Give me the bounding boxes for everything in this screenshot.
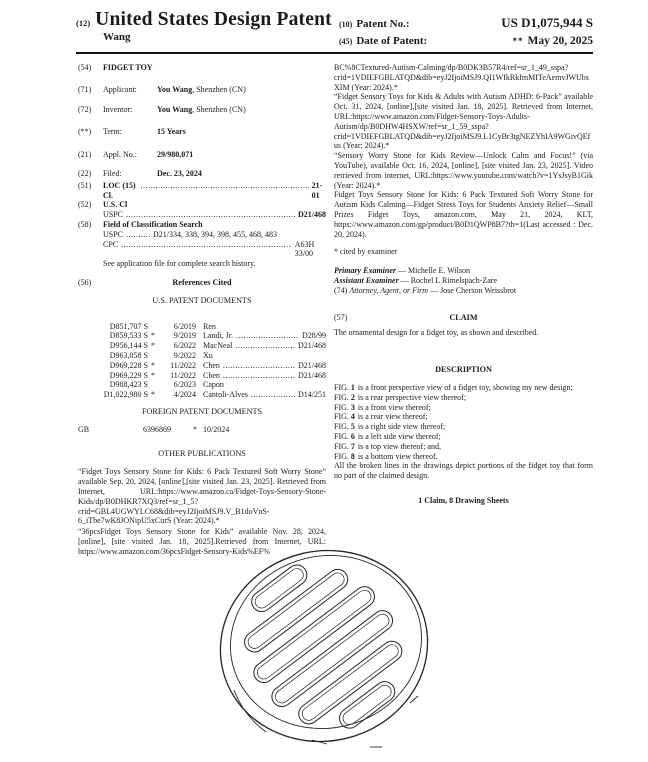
fidget-toy-figure [172,540,484,757]
table-row: D969,228 S * 11/2022 Chen ..... D21/468 [78,361,326,371]
field-term: (**) Term: 15 Years [78,127,186,137]
figure-description: FIG. 2 is a rear perspective view thereof; [334,392,467,402]
figure-description: FIG. 3 is a front view thereof; [334,402,431,412]
date-tag: (45) [339,37,353,46]
inventor-surname: Wang [103,31,131,43]
dot-leader [223,361,295,371]
figure-description: FIG. 7 is a top view thereof; and, [334,441,441,451]
claim-text: The ornamental design for a fidget toy, as shown and described. [334,328,539,338]
kind-code-tag: (12) [76,18,91,28]
table-row: D956,144 S * 6/2022 MacNeal ..... D21/468 [78,341,326,351]
dot-leader [223,371,295,381]
search-cpc-line: CPC ..... A63H 33/00 [78,240,326,260]
references-heading-row: (56) References Cited [78,277,232,287]
dot-leader [126,210,295,220]
search-uspc-line: USPC ..... D21/334, 338, 394, 398, 455, 468, 483 [78,230,326,240]
dot-leader [235,341,295,351]
claim-heading: CLAIM [449,312,478,322]
figure-description: FIG. 5 is a right side view thereof; [334,422,446,432]
broken-lines-note: All the broken lines in the drawings depict portions of the fidget toy that form no part of the claimed design. [334,461,593,481]
table-row: D963,058 S 9/2022 Xu [109,350,213,360]
dot-leader [236,331,299,341]
table-row: D1,022,980 S * 4/2024 Cantoli-Alves ..... D14/251 [78,390,326,400]
publication-item: BC%8CTextured-Autism-Calming/dp/B0DK3B57R4/ref=sr_1_49_sspa?crid=1VDIEFGBLATQD&dib=eyJ2IjoiMSJ9.QI1WIkRkfmMITeAemvJWUbsXIM (Year: 2024).* [334,63,589,92]
description-heading: DESCRIPTION [435,365,492,375]
patent-date-row [339,33,593,50]
field-title: (54) FIDGET TOY [78,63,153,72]
us-docs-heading: U.S. PATENT DOCUMENTS [152,295,252,305]
left-column [78,63,326,556]
field-filed: (22) Filed: Dec. 23, 2024 [78,169,202,179]
other-publications-heading: OTHER PUBLICATIONS [158,448,246,458]
claims-sheets-note: 1 Claim, 8 Drawing Sheets [418,495,509,505]
field-inventor: (72) Inventor: You Wang, Shenzhen (CN) [78,105,246,115]
patent-header [76,9,593,51]
publication-item: Fidget Toys Sensory Stone for Kids: 6 Pack Textured Soft Worry Stone for Autism Kids Calming—Fidget Stress Toys for Students Anxiety Relief—Small Prizes Fidget Toys, amazon.com, May 21, 2024, KLT, https://www.amazon.com/gp/product/B0D1QWP8B7?th=1(Last accessed : Dec. 20, 2024). [334,190,593,239]
dot-leader [251,390,295,400]
figure-description: FIG. 4 is a rear view thereof; [334,412,428,422]
search-note: See application file for complete search history. [103,259,256,269]
table-row: D988,423 S 6/2023 Capon [109,380,224,390]
us-docs-table [78,322,326,400]
figure-description: FIG. 8 is a bottom view thereof. [334,451,438,461]
date-label: Date of Patent: [356,35,428,47]
right-column [334,63,593,506]
patent-date [427,33,593,49]
uspc-line: USPC ..... D21/468 [78,210,326,220]
patent-no-label: Patent No.: [356,18,410,30]
date-value: May 20, 2025 [527,35,593,47]
table-row: D969,229 S * 11/2022 Chen ..... D21/468 [78,371,326,381]
patent-number-row [339,15,593,33]
header-divider [76,52,593,54]
claim-heading-row: (57) CLAIM [334,312,478,322]
references-heading: References Cited [172,277,232,287]
publication-item: “Sensory Worry Stone for Kids Review—Unlock Calm and Focus!” (via YouTube), available Oct. 16, 2024, [online], [site visited Jan. 23, 2025]. Video retrieved from internet, URL:https://www.youtube.com/watch?v=1YsJsyB1Gik (Year: 2024).* [334,151,593,190]
table-row: D851,707 S 6/2019 Ren [109,321,216,331]
invention-title: FIDGET TOY [103,63,153,72]
figure-description: FIG. 1 is a front perspective view of a fidget toy, showing my new design; [334,382,573,392]
publication-item: “36pcsFidget Toys Sensory Stone for Kids” available Nov. 28, 2024, [online], [site visited Jan. 18, 2025].Retrieved from Internet, URL: https://www.amazon.com/36pcsFidget-Sensory-Kids%EF% [78,527,326,556]
dot-leader [121,240,292,250]
field-loc-class: (51) LOC (15) Cl. ..... 21-01 [78,181,326,201]
field-us-class: (52) U.S. Cl [78,200,128,210]
table-row: GB 6396869 * 10/2024 [78,424,230,434]
publication-item: “Fidget Sensory Toys for Kids & Adults with Autism ADHD: 6-Pack” available Oct. 31, 2024, [online],[site visited Jan. 18, 2025]. Retrieved from Internet, URL:https://www.amazon.com/Fidget-Sensory-Toys-Adults-Autism/dp/B0DHW4HSXW/ref=sr_1_59_sspa?crid=1VDIEFGBLATQD&dib=eyJ2IjoiMSJ9.L1CyBr3tgNEZYhIA9WGivQEfus (Year: 2024).* [334,92,593,151]
figure-descriptions [334,383,593,481]
table-row: D859,533 S * 9/2019 Landi, Jr. ..... D28/99 [78,331,326,341]
assistant-examiner-line: Assistant Examiner — Rochel L Rimelspach-Zare [334,275,498,285]
dot-leader [126,230,150,240]
field-appl-no: (21) Appl. No.: 29/980,071 [78,149,194,159]
cited-by-examiner-note: * cited by examiner [334,247,398,257]
header-right [339,15,593,50]
field-classification-search: (58) Field of Classification Search [78,219,203,229]
foreign-docs-heading: FOREIGN PATENT DOCUMENTS [141,406,263,416]
fidget-toy-drawing [172,540,484,757]
figure-description: FIG. 6 is a left side view thereof; [334,431,441,441]
primary-examiner-line: Primary Examiner — Michelle E. Wilson [334,266,470,276]
term-stars: ** [512,36,524,46]
field-applicant: (71) Applicant: You Wang, Shenzhen (CN) [78,85,246,95]
patent-no-tag: (10) [339,20,353,29]
dot-leader [141,181,309,191]
publication-item: “Fidget Toys Sensory Stone for Kids: 6 Pack Textured Soft Worry Stone” available Sep. 20, 2024, [online],[site visited Jan. 23, 2025]. Retrieved from Internet, URL:https://www.amazon.ca/Fidget-Toys-Sensory-Stone-Kids/dp/B0DHKR7XQ3/ref=sr_1_5?crid=GBL4UGWYLC68&dib=eyJ2IjoiMSJ9.V_B1doVnS-6_iTbe7wK8JONipU5xCurS (Year: 2024).* [78,467,326,526]
attorney-line: (74) Attorney, Agent, or Firm — Jose Cherson Weissbrot [334,285,517,295]
patent-number: US D1,075,944 S [501,15,593,30]
header-left [76,9,338,43]
document-title: United States Design Patent [95,9,332,30]
